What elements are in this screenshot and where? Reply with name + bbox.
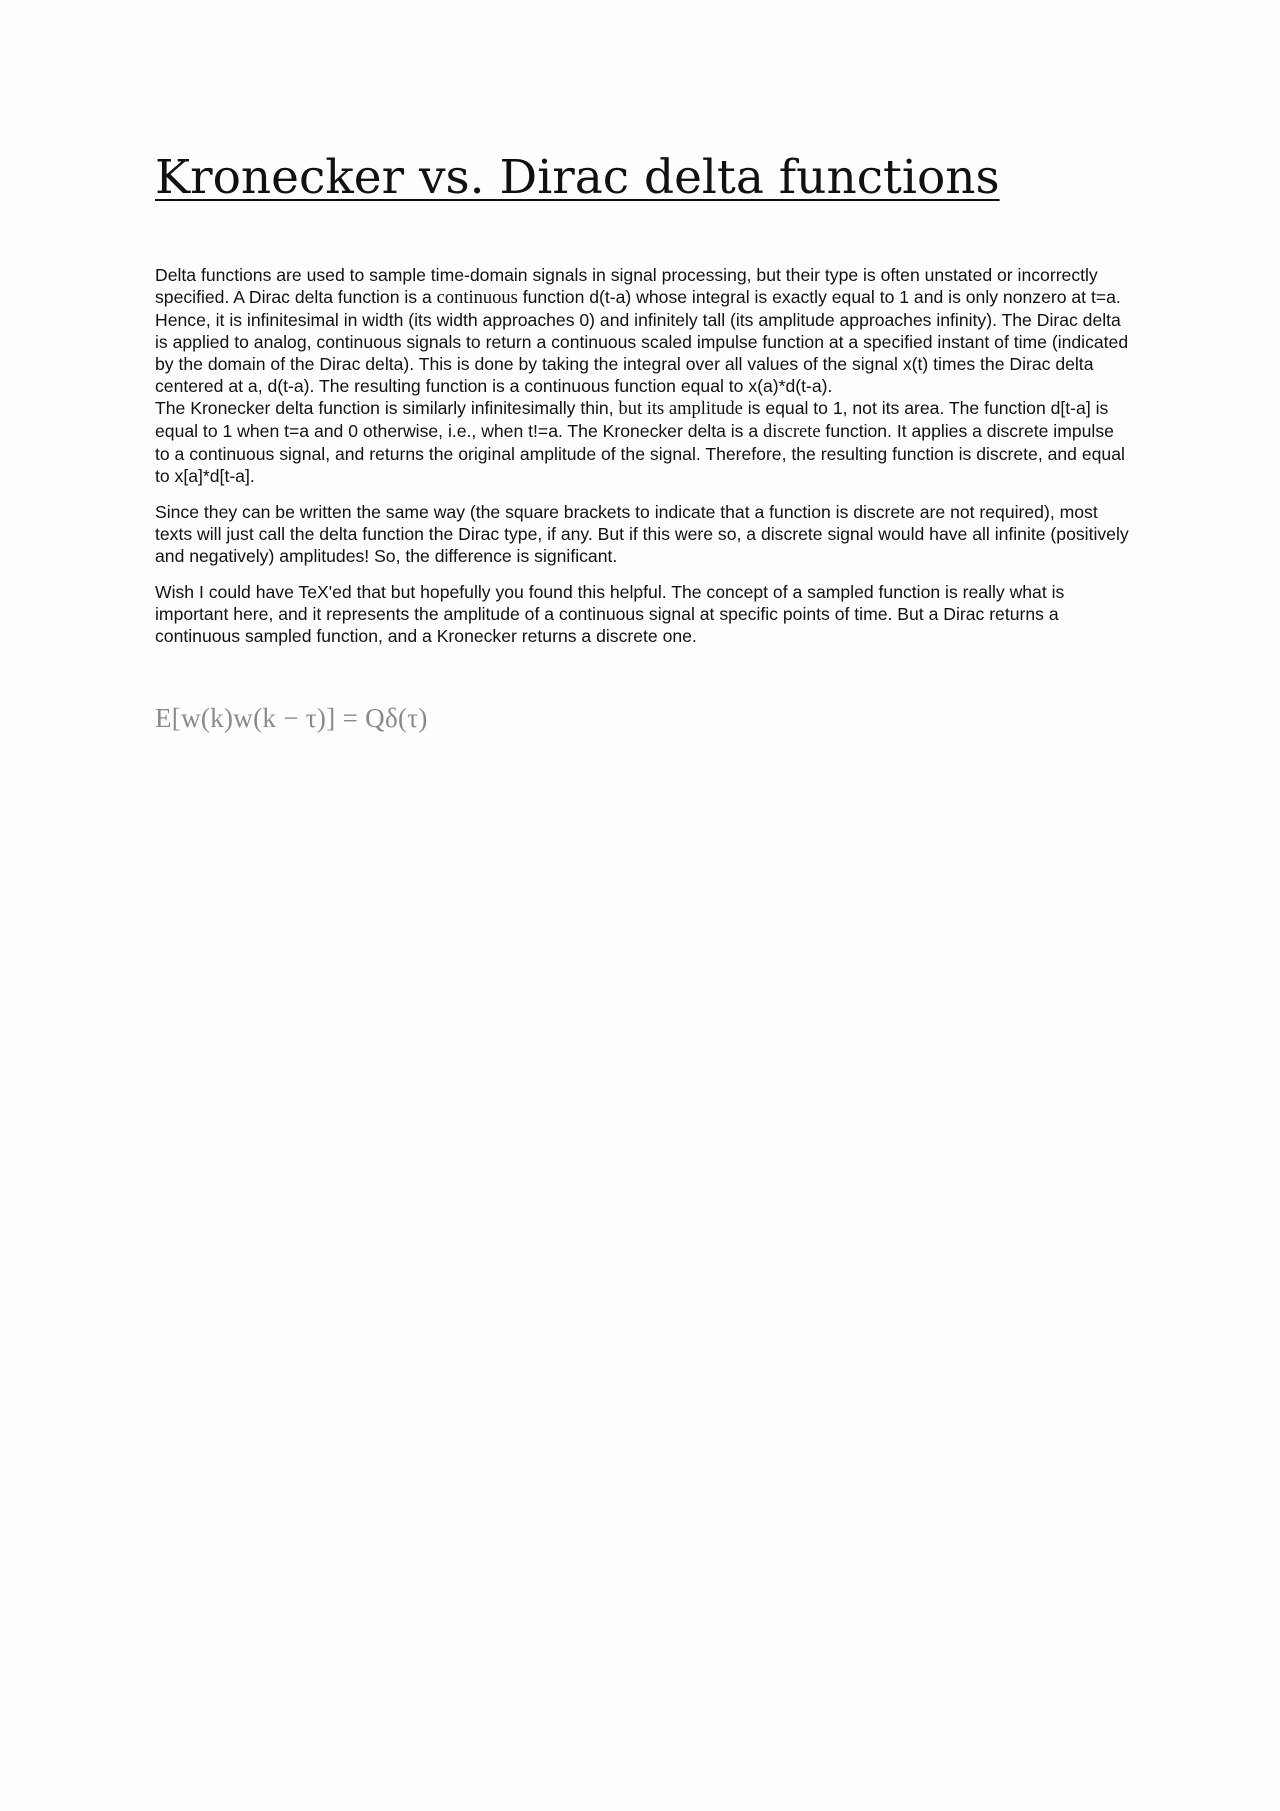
paragraph-difference: Since they can be written the same way (the square brackets to indicate that a function is discrete are not required), most texts will just call the delta function the Dirac type, if any. But if this were so, a discrete signal would have all infinite (positively and negatively) amplitudes! So, the difference is significant. [155,502,1129,566]
paragraph-conclusion: Wish I could have TeX'ed that but hopefully you found this helpful. The concept of a sampled function is really what is important here, and it represents the amplitude of a continuous signal at specific points of time. But a Dirac returns a continuous sampled function, and a Kronecker returns a discrete one. [155,582,1065,646]
word-amplitude: but its amplitude [618,399,743,419]
paragraph-dirac [155,264,1130,397]
document-title: Kronecker vs. Dirac delta functions [155,150,1000,205]
document-body [155,264,1130,647]
paragraph-kronecker-part-2: is equal to 1, not its area. The function d[t-a] is equal to 1 when t=a and 0 otherwise, i.e., when t!=a. The Kronecker delta is a [155,398,1109,441]
paragraph-kronecker-part-1: The Kronecker delta function is similarly infinitesimally thin, [155,398,619,418]
paragraph-dirac-part-2: function d(t-a) whose integral is exactly equal to 1 and is only nonzero at t=a. Hence, it is infinitesimal in width (its width approaches 0) and infinitely tall (its amplitude approaches infinity). The Dirac delta is applied to analog, continuous signals to return a continuous scaled impulse function at a specified instant of time (indicated by the domain of the Dirac delta). This is done by taking the integral over all values of the signal x(t) times the Dirac delta centered at a, d(t-a). The resulting function is a continuous function equal to x(a)*d(t-a). [155,287,1129,396]
paragraph-kronecker-part-3: function. It applies a discrete impulse to a continuous signal, and returns the original amplitude of the signal. Therefore, the resulting function is discrete, and equal to x[a]*d[t-a]. [155,421,1125,486]
formula-image: E[w(k)w(k − τ)] = Qδ(τ) [155,703,428,733]
word-discrete: discrete [763,422,821,442]
document-page [155,150,1130,734]
paragraph-kronecker [155,397,1130,487]
paragraph-dirac-part-1: Delta functions are used to sample time-domain signals in signal processing, but their type is often unstated or incorrectly specified. A Dirac delta function is a [155,265,1098,307]
word-continuous: continuous [436,288,518,308]
